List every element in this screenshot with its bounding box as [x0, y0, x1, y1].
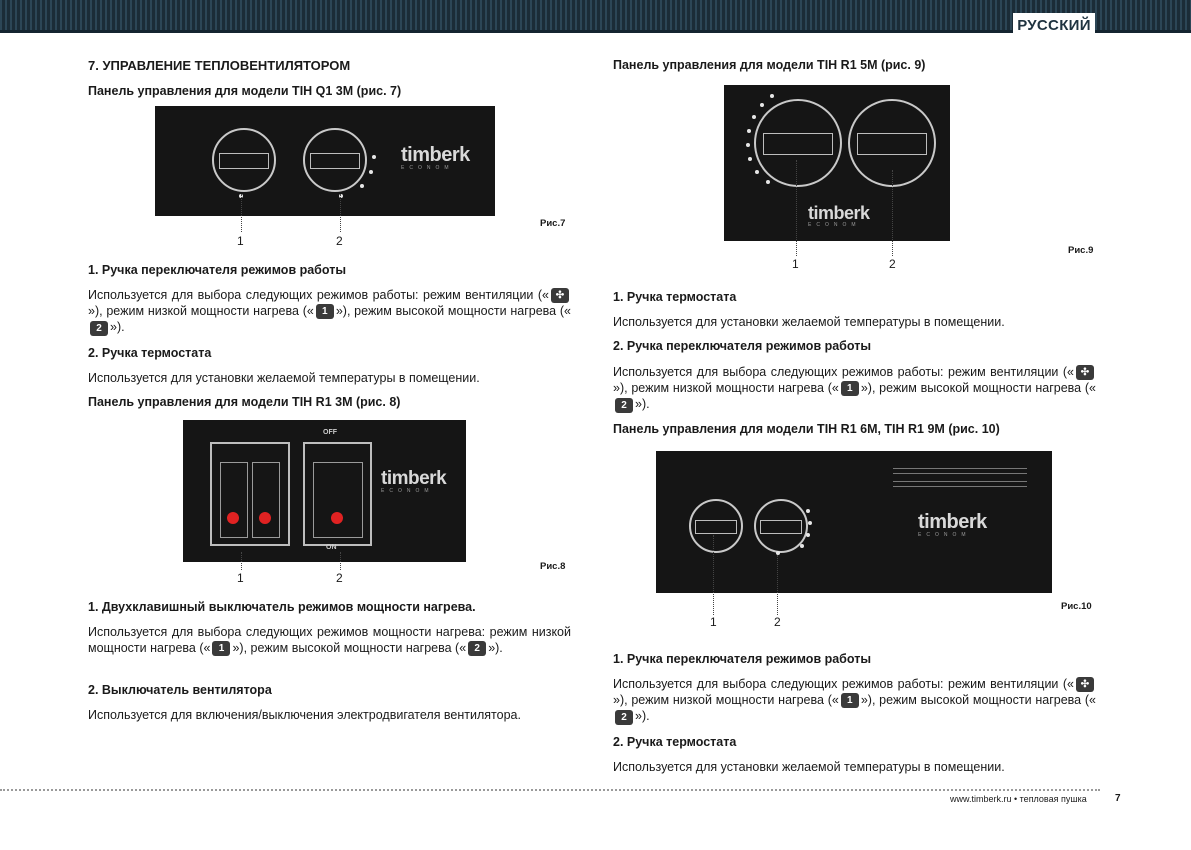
- fig9-label-1: 1: [792, 257, 799, 271]
- mode-switch-knob: [212, 128, 276, 192]
- language-label: РУССКИЙ: [1013, 13, 1095, 35]
- left-item3-heading: 1. Двухклавишный выключатель режимов мощности нагрева.: [88, 600, 476, 614]
- fig7-label-1: 1: [237, 234, 244, 248]
- fig10-label-2: 2: [774, 615, 781, 629]
- low-power-icon: 1: [841, 693, 859, 708]
- fan-icon: ✣: [1076, 365, 1094, 380]
- timberk-logo: timberk ECONOM: [401, 144, 470, 171]
- fig9-label-2: 2: [889, 257, 896, 271]
- fig9-heading: Панель управления для модели TIH R1 5M (рис. 9): [613, 58, 926, 72]
- right-item2-heading: 2. Ручка переключателя режимов работы: [613, 339, 872, 353]
- timberk-logo: timberk ECONOM: [808, 203, 870, 228]
- high-power-icon: 2: [468, 641, 486, 656]
- left-item1-text: Используется для выбора следующих режимов работы: режим вентиляции (« ✣ »), режим низкой мощности нагрева (« 1 »), режим высокой мощности нагрева (« 2 »).: [88, 288, 571, 335]
- switch-off-label: OFF: [323, 429, 337, 436]
- high-power-icon: 2: [615, 710, 633, 725]
- right-item4-heading: 2. Ручка термостата: [613, 735, 737, 749]
- fig8-label-1: 1: [237, 571, 244, 585]
- mode-switch-knob: [689, 499, 743, 553]
- left-item1-heading: 1. Ручка переключателя режимов работы: [88, 263, 347, 277]
- fig10-label-1: 1: [710, 615, 717, 629]
- right-item2-text: Используется для выбора следующих режимов работы: режим вентиляции (« ✣ »), режим низкой мощности нагрева (« 1 »), режим высокой мощности нагрева (« 2 »).: [613, 365, 1096, 412]
- thermostat-knob: [303, 128, 367, 192]
- right-item3-text: Используется для выбора следующих режимов работы: режим вентиляции (« ✣ »), режим низкой мощности нагрева (« 1 »), режим высокой мощности нагрева (« 2 »).: [613, 677, 1096, 724]
- fig9-caption: Рис.9: [1068, 245, 1094, 256]
- fan-icon: ✣: [1076, 677, 1094, 692]
- switch-on-label: ON: [326, 544, 337, 551]
- timberk-logo: timberk ECONOM: [381, 468, 447, 494]
- fig9-control-panel: [724, 85, 950, 241]
- low-power-icon: 1: [841, 381, 859, 396]
- right-item4-text: Используется для установки желаемой температуры в помещении.: [613, 760, 1005, 774]
- right-item3-heading: 1. Ручка переключателя режимов работы: [613, 652, 872, 666]
- left-item2-text: Используется для установки желаемой температуры в помещении.: [88, 371, 480, 385]
- fig8-caption: Рис.8: [540, 561, 566, 572]
- fig7-heading: Панель управления для модели TIH Q1 3M (рис. 7): [88, 84, 402, 98]
- fig8-control-panel: [183, 420, 466, 562]
- left-item3-text: Используется для выбора следующих режимов мощности нагрева: режим низкой мощности нагрева (« 1 »), режим высокой мощности нагрева (« 2 »).: [88, 625, 571, 655]
- high-power-icon: 2: [615, 398, 633, 413]
- low-power-icon: 1: [316, 304, 334, 319]
- fig10-control-panel: [656, 451, 1052, 593]
- left-item2-heading: 2. Ручка термостата: [88, 346, 212, 360]
- high-power-icon: 2: [90, 321, 108, 336]
- page-number: 7: [1115, 793, 1121, 804]
- fan-switch: [303, 442, 372, 546]
- thermostat-knob: [754, 99, 842, 187]
- fig7-caption: Рис.7: [540, 218, 566, 229]
- footer-text: www.timberk.ru • тепловая пушка: [950, 794, 1087, 804]
- left-item4-heading: 2. Выключатель вентилятора: [88, 683, 272, 697]
- fig10-caption: Рис.10: [1061, 601, 1092, 612]
- section-title: 7. УПРАВЛЕНИЕ ТЕПЛОВЕНТИЛЯТОРОМ: [88, 58, 351, 73]
- right-item1-text: Используется для установки желаемой температуры в помещении.: [613, 315, 1005, 329]
- vent-grille: [893, 468, 1027, 474]
- timberk-logo: timberk ECONOM: [918, 511, 987, 538]
- low-power-icon: 1: [212, 641, 230, 656]
- left-item4-text: Используется для включения/выключения электродвигателя вентилятора.: [88, 708, 521, 722]
- fan-icon: ✣: [551, 288, 569, 303]
- fig10-heading: Панель управления для модели TIH R1 6M, TIH R1 9M (рис. 10): [613, 422, 1000, 436]
- footer-divider: [0, 789, 1100, 791]
- two-key-switch: [210, 442, 290, 546]
- fig8-label-2: 2: [336, 571, 343, 585]
- fig7-control-panel: [155, 106, 495, 216]
- fig8-heading: Панель управления для модели TIH R1 3M (рис. 8): [88, 395, 401, 409]
- fig7-label-2: 2: [336, 234, 343, 248]
- right-item1-heading: 1. Ручка термостата: [613, 290, 737, 304]
